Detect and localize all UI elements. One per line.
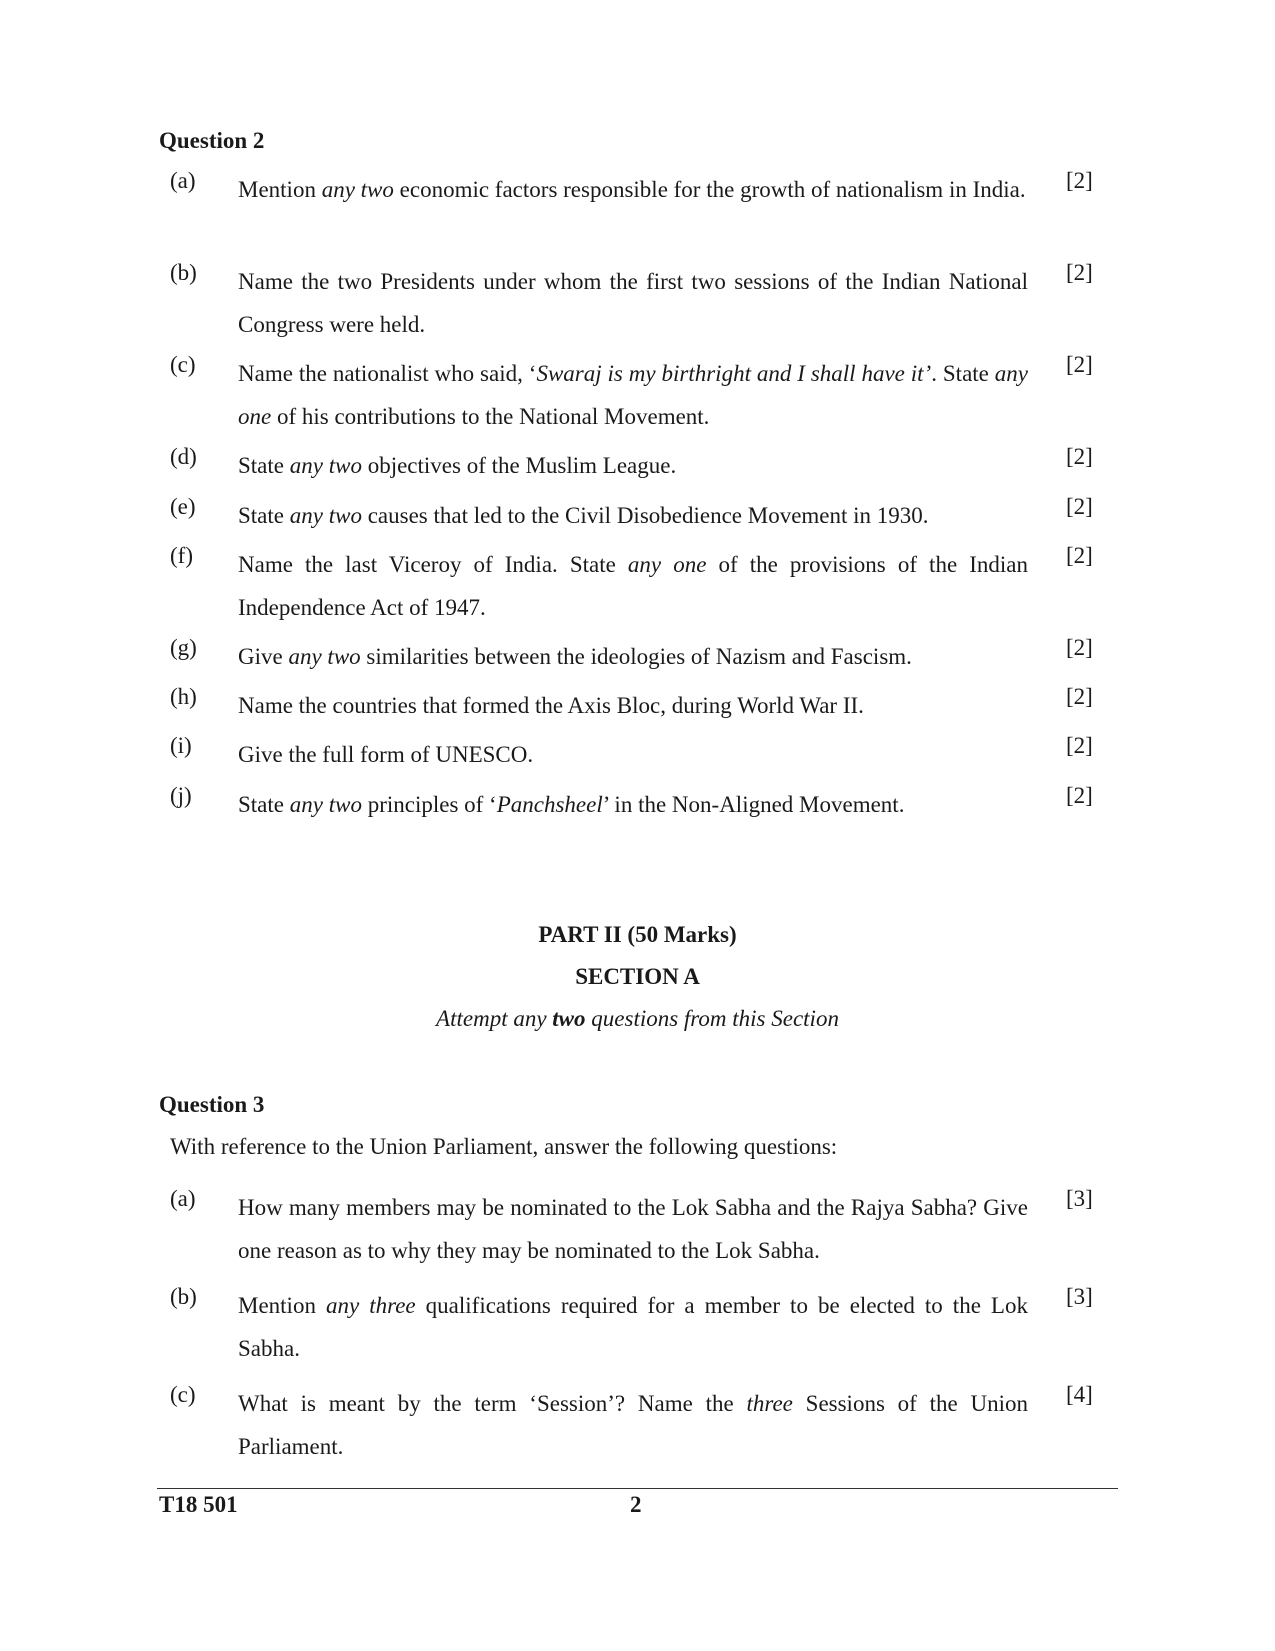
item-text: What is meant by the term ‘Session’? Name the three Sessions of the Union Parliament.: [238, 1391, 1028, 1459]
item-text: State any two causes that led to the Civil Disobedience Movement in 1930.: [238, 503, 929, 528]
item-text: Name the countries that formed the Axis Bloc, during World War II.: [238, 693, 864, 718]
question-3-title: Question 3: [159, 1092, 265, 1117]
item-marks: [2]: [1066, 635, 1093, 660]
item-text: Mention any two economic factors responsible for the growth of nationalism in India.: [238, 177, 1026, 202]
item-marks: [2]: [1066, 260, 1093, 285]
item-marks: [2]: [1066, 352, 1093, 377]
item-letter: (c): [170, 1382, 196, 1407]
section-heading: SECTION A: [575, 964, 700, 989]
item-text: Name the last Viceroy of India. State any one of the provisions of the Indian Independence Act of 1947.: [238, 552, 1028, 620]
item-text: State any two principles of ‘Panchsheel’ in the Non-Aligned Movement.: [238, 792, 905, 817]
item-letter: (h): [170, 684, 197, 709]
item-marks: [2]: [1066, 543, 1093, 568]
part-heading: PART II (50 Marks): [538, 922, 737, 947]
item-text: Mention any three qualifications required for a member to be elected to the Lok Sabha.: [238, 1293, 1028, 1361]
section-instruction: Attempt any two questions from this Section: [436, 1006, 839, 1031]
item-letter: (b): [170, 1284, 197, 1309]
item-letter: (e): [170, 494, 196, 519]
item-text: State any two objectives of the Muslim League.: [238, 453, 677, 478]
item-letter: (f): [170, 543, 193, 568]
item-letter: (d): [170, 444, 197, 469]
item-marks: [3]: [1066, 1186, 1093, 1211]
item-text: Give the full form of UNESCO.: [238, 742, 534, 767]
item-marks: [4]: [1066, 1382, 1093, 1407]
item-letter: (c): [170, 352, 196, 377]
item-marks: [2]: [1066, 168, 1093, 193]
item-letter: (b): [170, 260, 197, 285]
item-text: Give any two similarities between the ideologies of Nazism and Fascism.: [238, 644, 912, 669]
paper-code: T18 501: [159, 1492, 238, 1517]
item-marks: [3]: [1066, 1284, 1093, 1309]
item-letter: (a): [170, 168, 196, 193]
item-letter: (g): [170, 635, 197, 660]
item-marks: [2]: [1066, 494, 1093, 519]
item-letter: (i): [170, 733, 192, 758]
page-number: 2: [630, 1492, 642, 1517]
question-3-intro: With reference to the Union Parliament, answer the following questions:: [170, 1134, 838, 1159]
item-text: Name the two Presidents under whom the first two sessions of the Indian National Congress were held.: [238, 269, 1028, 337]
item-text: How many members may be nominated to the Lok Sabha and the Rajya Sabha? Give one reason as to why they may be nominated to the Lok Sabha.: [238, 1195, 1028, 1263]
item-text: Name the nationalist who said, ‘Swaraj is my birthright and I shall have it’. State any one of his contributions to the National Movement.: [238, 361, 1029, 429]
item-marks: [2]: [1066, 733, 1093, 758]
item-marks: [2]: [1066, 684, 1093, 709]
item-letter: (a): [170, 1186, 196, 1211]
item-letter: (j): [170, 783, 192, 808]
item-marks: [2]: [1066, 444, 1093, 469]
footer-rule: [157, 1488, 1118, 1489]
question-2-title: Question 2: [159, 128, 265, 153]
item-marks: [2]: [1066, 783, 1093, 808]
